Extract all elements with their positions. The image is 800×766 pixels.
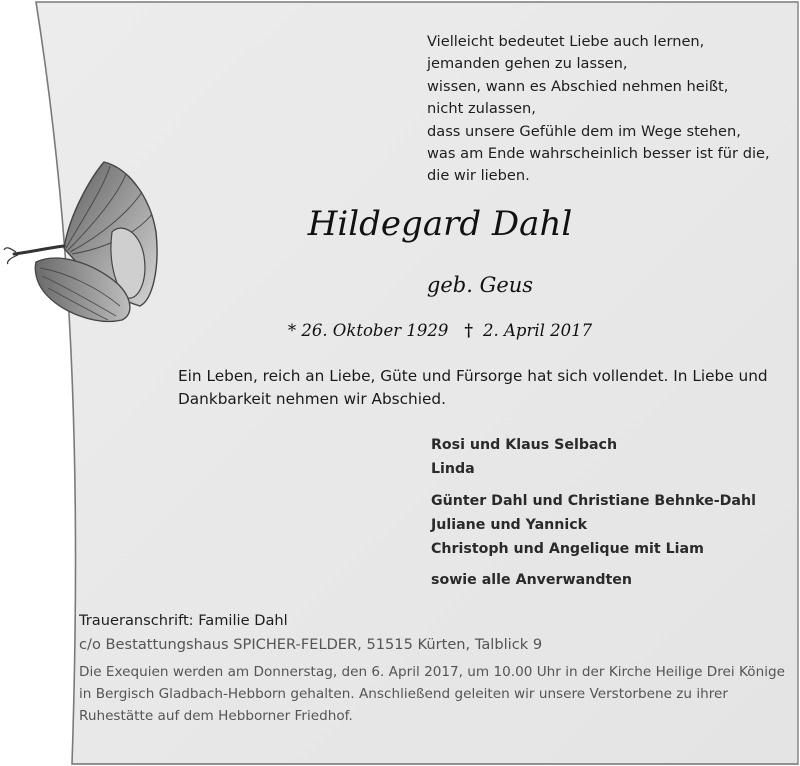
poem-line: die wir lieben. xyxy=(427,167,530,185)
poem-line: Vielleicht bedeutet Liebe auch lernen, xyxy=(427,33,705,50)
address-title: Traueranschrift: Familie Dahl xyxy=(79,612,288,629)
poem xyxy=(427,31,787,188)
mourner-line: Christoph und Angelique mit Liam xyxy=(431,541,704,557)
poem-line: wissen, wann es Abschied nehmen heißt, xyxy=(427,77,729,95)
address-line: c/o Bestattungshaus SPICHER-FELDER, 51515 Kürten, Talblick 9 xyxy=(79,636,543,653)
life-dates xyxy=(180,315,700,347)
mourner-line: Rosi und Klaus Selbach xyxy=(431,437,618,453)
cross-icon: † xyxy=(464,321,473,340)
death-date: 2. April 2017 xyxy=(483,321,593,340)
poem-line: was am Ende wahrscheinlich besser ist für die, xyxy=(427,145,770,163)
mourners-closing: sowie alle Anverwandten xyxy=(431,572,632,588)
funeral-info: Die Exequien werden am Donnerstag, den 6. April 2017, um 10.00 Uhr in der Kirche Heilige Drei Könige in Bergisch Gladbach-Hebborn gehalten. Anschließend geleiten wir unsere Verstorbene zu ihrer Ruhestätte auf dem Hebborner Friedhof. xyxy=(79,664,785,724)
poem-line: dass unsere Gefühle dem im Wege stehen, xyxy=(427,122,741,140)
birth-name: geb. Geus xyxy=(426,273,534,297)
mourner-line: Linda xyxy=(431,461,475,477)
birth-date: * 26. Oktober 1929 xyxy=(287,321,449,340)
mourner-line: Juliane und Yannick xyxy=(431,517,588,533)
deceased-name: Hildegard Dahl xyxy=(307,204,573,244)
mourner-line: Günter Dahl und Christiane Behnke-Dahl xyxy=(431,493,756,509)
poem-line: nicht zulassen, xyxy=(427,100,536,118)
poem-line: jemanden gehen zu lassen, xyxy=(427,55,628,73)
intro-text: Ein Leben, reich an Liebe, Güte und Fürsorge hat sich vollendet. In Liebe und Dankbarkeit nehmen wir Abschied. xyxy=(178,367,768,409)
